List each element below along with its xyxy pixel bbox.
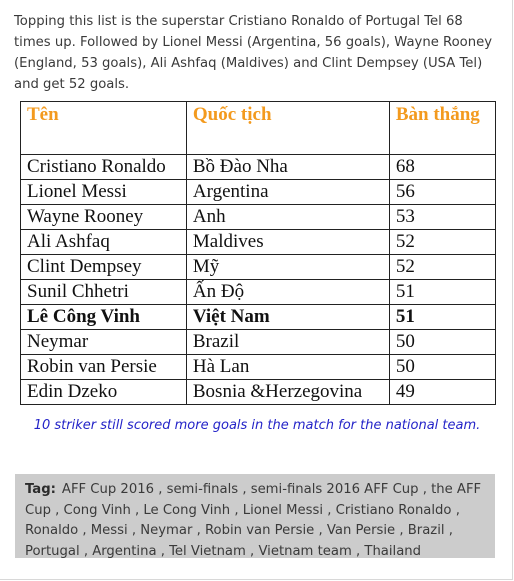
- tag-separator: ,: [323, 502, 336, 518]
- tag-link[interactable]: semi-finals: [166, 482, 239, 497]
- table-row: [21, 205, 496, 230]
- goals-cell: 68: [389, 155, 495, 180]
- table-body: [21, 155, 496, 405]
- tag-link[interactable]: Argentina: [92, 543, 157, 559]
- country-cell: Anh: [186, 205, 389, 230]
- tag-link[interactable]: Robin van Persie: [204, 523, 315, 538]
- tag-separator: ,: [127, 523, 141, 538]
- goals-cell: 49: [389, 380, 495, 405]
- tag-box: [15, 474, 495, 558]
- tag-separator: ,: [156, 543, 170, 559]
- tag-link[interactable]: Tel Vietnam: [169, 543, 246, 559]
- tag-separator: ,: [314, 523, 327, 538]
- tag-separator: ,: [230, 502, 243, 518]
- table-row: [21, 355, 496, 380]
- tag-separator: ,: [245, 543, 259, 559]
- country-cell: Mỹ: [186, 255, 389, 280]
- country-cell: Ấn Độ: [186, 280, 389, 305]
- country-cell: Việt Nam: [186, 305, 389, 330]
- tag-link[interactable]: AFF Cup 2016: [61, 482, 154, 497]
- tag-separator: ,: [451, 502, 460, 518]
- tag-link[interactable]: the AFF Cup: [25, 482, 482, 518]
- tag-link[interactable]: Cong Vinh: [63, 502, 131, 518]
- top-scorers-table: [20, 101, 496, 405]
- tag-link[interactable]: Vietnam team: [258, 543, 352, 559]
- player-name-cell: Edin Dzeko: [21, 380, 187, 405]
- tag-link[interactable]: Brazil: [407, 523, 445, 538]
- tag-separator: ,: [50, 502, 64, 518]
- tag-link[interactable]: Messi: [90, 523, 128, 538]
- tag-list: [25, 482, 481, 559]
- tag-link[interactable]: Van Persie: [326, 523, 396, 538]
- tag-separator: ,: [154, 482, 167, 497]
- tag-link[interactable]: semi-finals 2016 AFF Cup: [250, 482, 419, 497]
- table-row: [21, 255, 496, 280]
- header-name: Tên: [21, 102, 187, 155]
- goals-cell: 53: [389, 205, 495, 230]
- table-caption: 10 striker still scored more goals in the match for the national team.: [33, 418, 481, 433]
- tag-separator: ,: [130, 502, 144, 518]
- goals-cell: 56: [389, 180, 495, 205]
- country-cell: Hà Lan: [186, 355, 389, 380]
- intro-paragraph: Topping this list is the superstar Cristiano Ronaldo of Portugal Tel 68 times up. Followed by Lionel Messi (Argentina, 56 goals), Wayne Rooney (England, 53 goals), Ali Ashfaq (Maldives) and Clint Dempsey (USA Tel) and get 52 goals.: [14, 14, 493, 92]
- header-nationality: Quốc tịch: [186, 102, 389, 155]
- tag-link[interactable]: Neymar: [140, 523, 193, 538]
- player-name-cell: Lê Công Vinh: [21, 305, 187, 330]
- table-row: [21, 305, 496, 330]
- table-row: [21, 330, 496, 355]
- table-row: [21, 280, 496, 305]
- player-name-cell: Neymar: [21, 330, 187, 355]
- player-name-cell: Lionel Messi: [21, 180, 187, 205]
- player-name-cell: Wayne Rooney: [21, 205, 187, 230]
- tag-link[interactable]: Portugal: [25, 543, 80, 559]
- tag-link[interactable]: Le Cong Vinh: [143, 502, 231, 518]
- goals-cell: 52: [389, 230, 495, 255]
- goals-cell: 51: [389, 305, 495, 330]
- table-row: [21, 230, 496, 255]
- table-row: [21, 380, 496, 405]
- tag-separator: ,: [418, 482, 432, 497]
- country-cell: Brazil: [186, 330, 389, 355]
- tag-separator: ,: [444, 523, 453, 538]
- tag-separator: ,: [192, 523, 205, 538]
- tag-link[interactable]: Ronaldo: [25, 523, 79, 538]
- country-cell: Maldives: [186, 230, 389, 255]
- table-row: [21, 180, 496, 205]
- goals-cell: 52: [389, 255, 495, 280]
- player-name-cell: Cristiano Ronaldo: [21, 155, 187, 180]
- header-goals: Bàn thắng: [389, 102, 495, 155]
- player-name-cell: Sunil Chhetri: [21, 280, 187, 305]
- tag-link[interactable]: Cristiano Ronaldo: [335, 502, 452, 518]
- table-row: [21, 155, 496, 180]
- tag-separator: ,: [351, 543, 365, 559]
- goals-cell: 50: [389, 355, 495, 380]
- goals-cell: 51: [389, 280, 495, 305]
- tag-separator: ,: [78, 523, 91, 538]
- country-cell: Bosnia &Herzegovina: [186, 380, 389, 405]
- country-cell: Bồ Đào Nha: [186, 155, 389, 180]
- table-header-row: [21, 102, 496, 155]
- player-name-cell: Robin van Persie: [21, 355, 187, 380]
- player-name-cell: Clint Dempsey: [21, 255, 187, 280]
- tag-separator: ,: [395, 523, 408, 538]
- tag-link[interactable]: Thailand: [364, 543, 422, 559]
- tag-link[interactable]: Lionel Messi: [242, 502, 324, 518]
- country-cell: Argentina: [186, 180, 389, 205]
- tag-label: Tag:: [25, 482, 56, 497]
- tag-separator: ,: [79, 543, 93, 559]
- player-name-cell: Ali Ashfaq: [21, 230, 187, 255]
- tag-separator: ,: [238, 482, 251, 497]
- goals-cell: 50: [389, 330, 495, 355]
